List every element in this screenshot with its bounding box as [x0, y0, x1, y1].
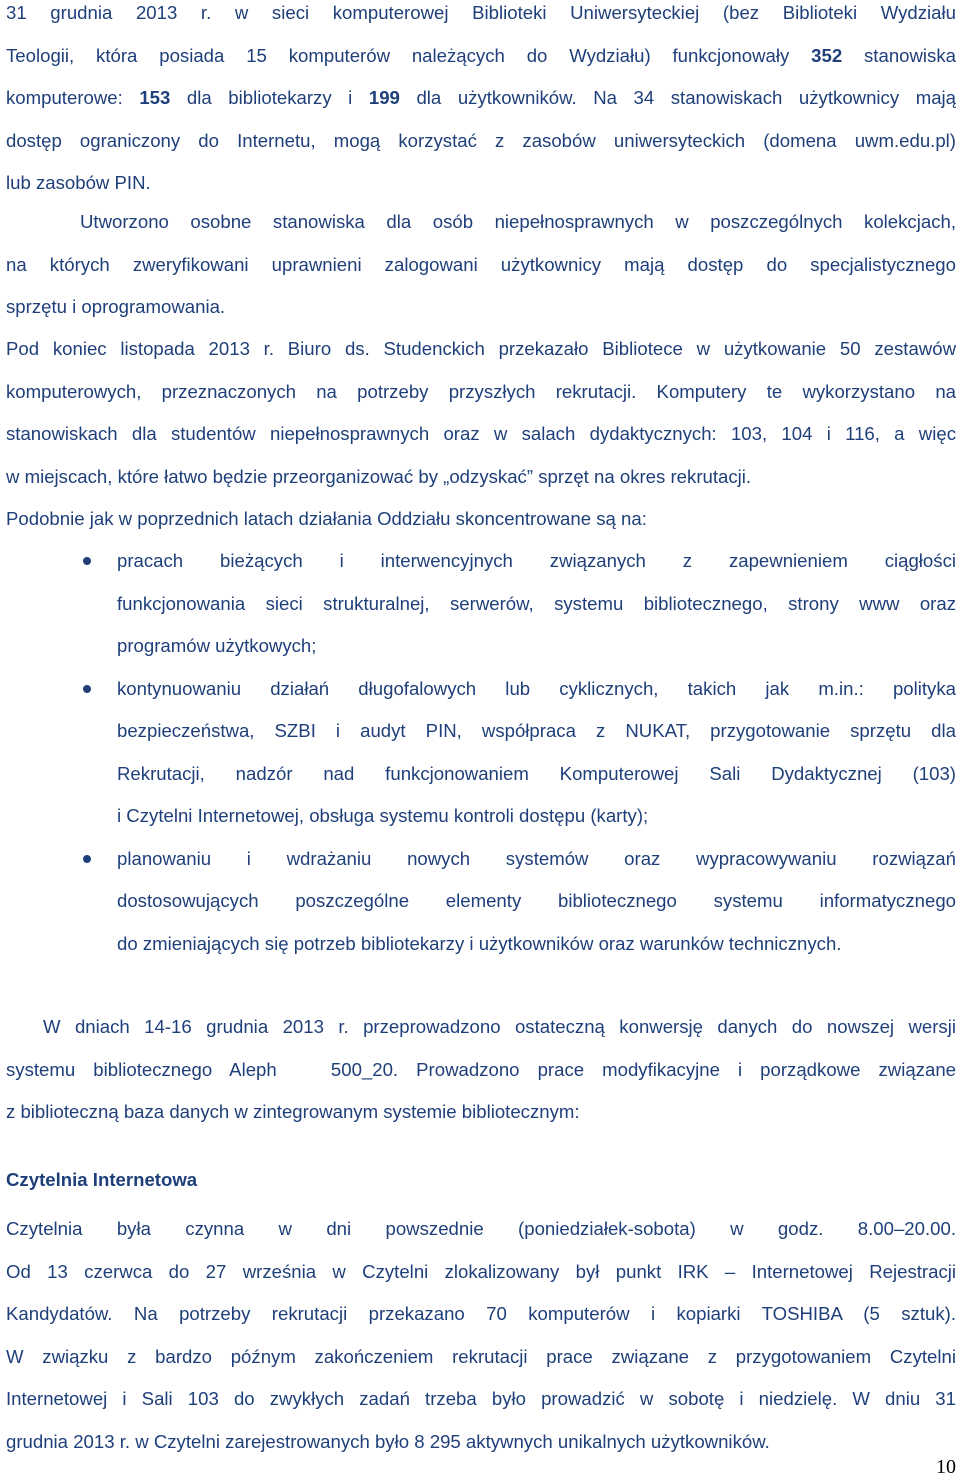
- text-line: funkcjonowania sieci strukturalnej, serwerów, systemu bibliotecznego, strony www oraz: [117, 592, 956, 614]
- text-span: komputerowe:: [6, 87, 140, 108]
- bullet-icon: [83, 855, 91, 863]
- text-line: kontynuowaniu działań długofalowych lub cyklicznych, takich jak m.in.: polityka: [117, 677, 956, 699]
- bold-number: 352: [811, 44, 843, 66]
- text-span: dla użytkowników. Na 34 stanowiskach użytkownicy mają: [399, 87, 957, 108]
- activities-list: [6, 540, 956, 965]
- text-line: [6, 77, 956, 120]
- text-line: W dniach 14-16 grudnia 2013 r. przeprowadzono ostateczną konwersję danych do nowszej wersji: [43, 1016, 956, 1037]
- text-line: dostęp ograniczony do Internetu, mogą korzystać z zasobów uniwersyteckich (domena uwm.edu.pl): [6, 129, 956, 151]
- text-line: [6, 35, 956, 78]
- bullet-icon: [83, 557, 91, 565]
- text-line: na których zweryfikowani uprawnieni zalogowani użytkownicy mają dostęp do specjalistycznego: [6, 253, 956, 275]
- list-item: [6, 838, 956, 966]
- text-span: stanowiska: [842, 44, 956, 66]
- text-line: Czytelnia była czynna w dni powszednie (poniedziałek-sobota) w godz. 8.00–20.00.: [6, 1218, 956, 1239]
- list-item: [6, 540, 956, 668]
- text-line: bezpieczeństwa, SZBI i audyt PIN, współpraca z NUKAT, przygotowanie sprzętu dla: [117, 720, 956, 741]
- bold-number: 153: [139, 87, 171, 108]
- text-line: grudnia 2013 r. w Czytelni zarejestrowanych było 8 295 aktywnych unikalnych użytkowników.: [6, 1430, 770, 1452]
- text-line: Pod koniec listopada 2013 r. Biuro ds. Studenckich przekazało Bibliotece w użytkowanie 50 zestawów: [6, 338, 956, 359]
- text-line: Podobnie jak w poprzednich latach działania Oddziału skoncentrowane są na:: [6, 508, 647, 529]
- text-line: Od 13 czerwca do 27 września w Czytelni zlokalizowany był punkt IRK – Internetowej Rejestracji: [6, 1260, 956, 1282]
- paragraph-network: [6, 0, 956, 205]
- text-line: do zmieniających się potrzeb bibliotekarzy i użytkowników oraz warunków technicznych.: [117, 932, 842, 954]
- text-line: w miejscach, które łatwo będzie przeorganizować by „odzyskać” sprzęt na okres rekrutacji.: [6, 465, 752, 487]
- paragraph-aleph-conversion: [6, 1006, 956, 1134]
- section-heading: Czytelnia Internetowa: [6, 1169, 198, 1190]
- list-item: [6, 668, 956, 838]
- text-line: systemu bibliotecznego Aleph 500_20. Prowadzono prace modyfikacyjne i porządkowe związane: [6, 1058, 956, 1080]
- text-line: z biblioteczną baza danych w zintegrowanym systemie bibliotecznym:: [6, 1101, 580, 1122]
- text-line: Utworzono osobne stanowiska dla osób niepełnosprawnych w poszczególnych kolekcjach,: [80, 211, 956, 232]
- bold-number: 199: [368, 87, 400, 108]
- bullet-icon: [83, 685, 91, 693]
- text-line: lub zasobów PIN.: [6, 172, 151, 193]
- text-line: 31 grudnia 2013 r. w sieci komputerowej Biblioteki Uniwersyteckiej (bez Biblioteki Wydziału: [6, 2, 956, 23]
- text-line: dostosowujących poszczególne elementy bibliotecznego systemu informatycznego: [117, 890, 956, 911]
- text-line: stanowiskach dla studentów niepełnosprawnych oraz w salach dydaktycznych: 103, 104 i 116, a więc: [6, 423, 956, 444]
- text-line: Kandydatów. Na potrzeby rekrutacji przekazano 70 komputerów i kopiarki TOSHIBA (5 sztuk).: [6, 1303, 956, 1324]
- paragraph-computers-transfer: [6, 328, 956, 498]
- text-line: Internetowej i Sali 103 do zwykłych zadań trzeba było prowadzić w sobotę i niedzielę. W dniu 31: [6, 1388, 956, 1409]
- paragraph-intro-list: [6, 498, 956, 541]
- paragraph-internet-reading-room: [6, 1208, 956, 1463]
- text-line: sprzętu i oprogramowania.: [6, 296, 226, 317]
- text-span: Teologii, która posiada 15 komputerów należących do Wydziału) funkcjonowały: [6, 44, 812, 66]
- text-line: planowaniu i wdrażaniu nowych systemów oraz wypracowywaniu rozwiązań: [117, 847, 956, 869]
- text-line: pracach bieżących i interwencyjnych związanych z zapewnieniem ciągłości: [117, 550, 956, 571]
- text-line: programów użytkowych;: [117, 635, 317, 656]
- page-number: 10: [936, 1456, 956, 1478]
- paragraph-disabled-stations: [6, 201, 956, 329]
- text-line: W związku z bardzo późnym zakończeniem rekrutacji prace związane z przygotowaniem Czytelni: [6, 1345, 956, 1367]
- text-span: dla bibliotekarzy i: [170, 87, 369, 108]
- text-line: komputerowych, przeznaczonych na potrzeby przyszłych rekrutacji. Komputery te wykorzystano na: [6, 380, 956, 402]
- text-line: i Czytelni Internetowej, obsługa systemu kontroli dostępu (karty);: [117, 805, 649, 826]
- text-line: Rekrutacji, nadzór nad funkcjonowaniem Komputerowej Sali Dydaktycznej (103): [117, 762, 956, 784]
